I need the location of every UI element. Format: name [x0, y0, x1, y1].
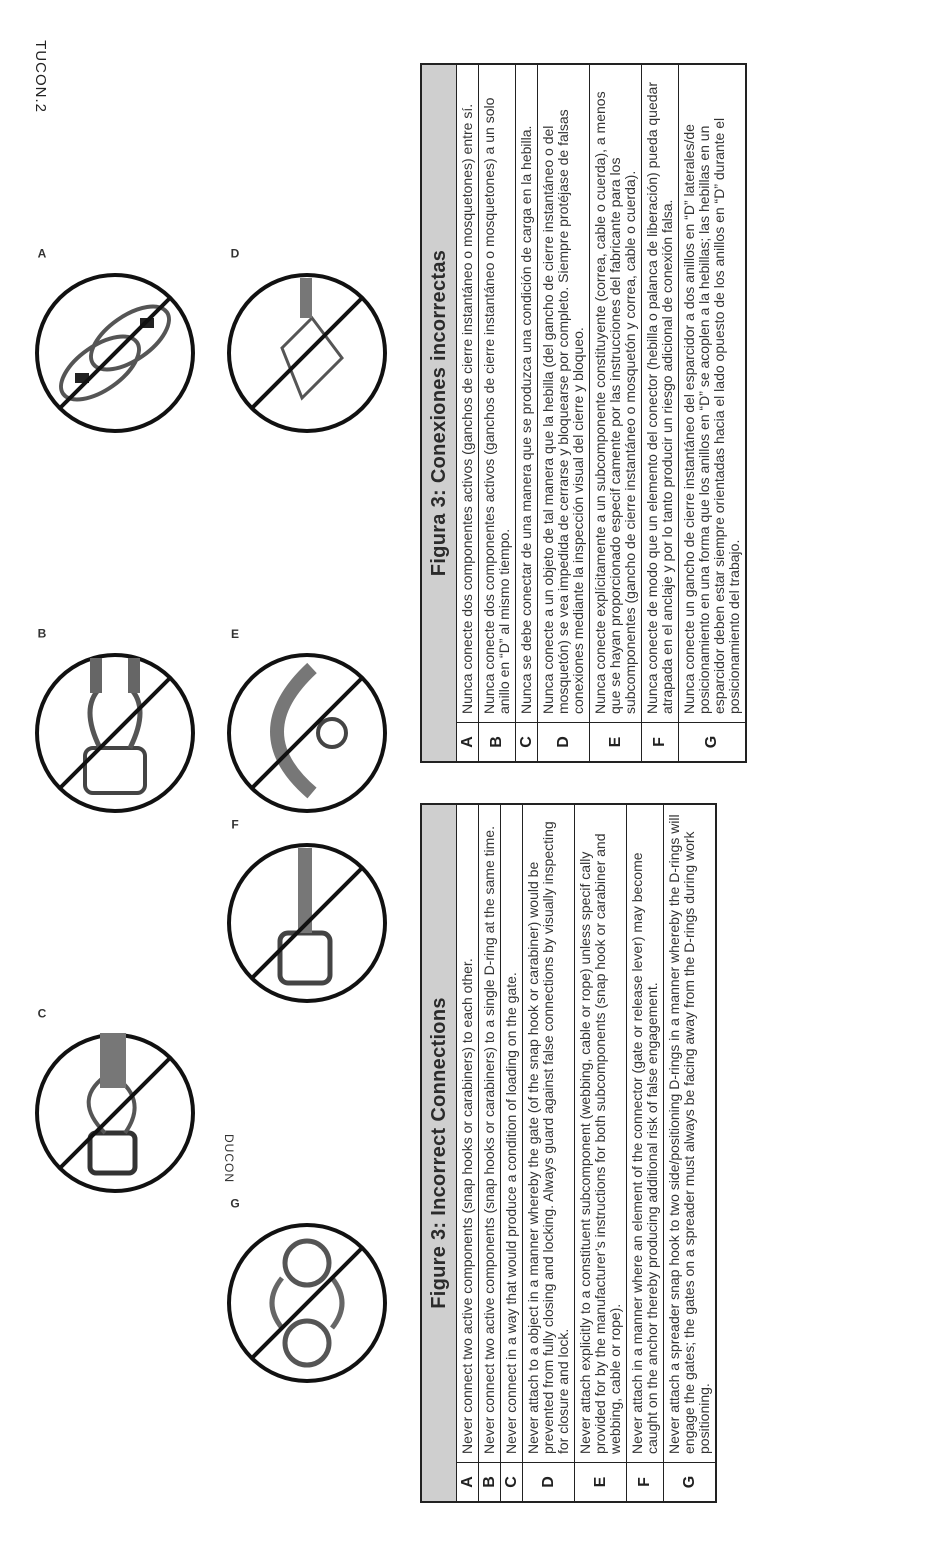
row-letter: A — [457, 722, 478, 761]
row-text: Never connect in a way that would produce a condition of loading on the gate. — [503, 972, 519, 1454]
row-text: Never attach to a object in a manner whereby the gate (of the snap hook or carabiner) would be prevented from fully closing and locking. Always guard against false connections by visually inspecting for closure and lock. — [525, 821, 571, 1454]
row-letter: B — [479, 722, 515, 761]
row-letter: F — [642, 722, 678, 761]
table-row — [478, 805, 500, 1501]
gate-loading-prohibited-icon — [30, 1028, 200, 1198]
table-row — [500, 805, 522, 1501]
table-row — [626, 805, 663, 1501]
icon-g-letter: G — [230, 1196, 240, 1211]
rope-attach-prohibited-icon — [222, 648, 392, 818]
carabiners-prohibited-icon — [30, 268, 200, 438]
english-title: Figure 3: Incorrect Connections — [420, 803, 457, 1503]
spanish-rows — [457, 63, 747, 763]
english-panel — [420, 803, 717, 1503]
row-text: Never attach a spreader snap hook to two side/positioning D-rings in a manner whereby the D-rings will engage the gates; the gates on a spreader must always be facing away from the D-rings during work positioning. — [666, 814, 712, 1454]
row-text: Never connect two active components (snap hooks or carabiners) to a single D-ring at the same time. — [481, 826, 497, 1454]
double-snaphook-prohibited-icon — [30, 648, 200, 818]
row-letter: C — [501, 1462, 522, 1501]
row-text: Nunca conecte un gancho de cierre instantáneo del esparcidor a dos anillos en “D” laterales/de posicionamiento en una forma que los anillos en “D” se acoplen a la hebillas; las hebillas en un esparcidor deben estar siempre orientadas hacia el lado opuesto de los anillos en “D” durante el posicionamiento del trabajo. — [681, 117, 742, 714]
english-rows — [457, 803, 717, 1503]
table-row — [457, 805, 478, 1501]
spanish-title: Figura 3: Conexiones incorrectas — [420, 63, 457, 763]
table-row — [641, 65, 678, 761]
table-row — [478, 65, 515, 761]
row-text: Never attach explicitly to a constituent subcomponent (webbing, cable or rope) unless specif cally provided for by the manufacturer’s instructions for both subcomponents (snap hook or carabiner and webbing, cable or rope). — [577, 833, 623, 1454]
icon-a-letter: A — [37, 246, 47, 261]
snaphook-object-prohibited-icon — [222, 268, 392, 438]
table-row — [589, 65, 641, 761]
table-row — [515, 65, 537, 761]
row-text: Nunca conecte dos componentes activos (ganchos de cierre instantáneo o mosquetones) a un solo anillo en “D” al mismo tiempo. — [481, 97, 512, 714]
row-letter: F — [627, 1462, 663, 1501]
table-row — [678, 65, 745, 761]
row-letter: E — [590, 722, 641, 761]
icon-f-letter: F — [231, 817, 239, 832]
row-letter: E — [575, 1462, 626, 1501]
figure-icons — [0, 0, 420, 1568]
figure-code: DUCON — [222, 1134, 236, 1183]
page-code: TUCON.2 — [32, 40, 49, 113]
icon-c-letter: C — [37, 1006, 47, 1021]
icon-e — [222, 648, 392, 818]
icon-b-letter: B — [37, 626, 47, 641]
icon-g — [222, 1218, 392, 1388]
table-row — [457, 65, 478, 761]
icon-a — [30, 268, 200, 438]
row-letter: D — [538, 722, 589, 761]
icon-f — [222, 838, 392, 1008]
table-row — [663, 805, 715, 1501]
table-row — [522, 805, 574, 1501]
row-text: Nunca conecte dos componentes activos (ganchos de cierre instantáneo o mosquetones) entre sí. — [459, 103, 475, 714]
table-row — [574, 805, 626, 1501]
spanish-panel — [420, 63, 747, 763]
row-letter: G — [664, 1462, 715, 1501]
row-letter: D — [523, 1462, 574, 1501]
row-text: Nunca conecte de modo que un elemento del conector (hebilla o palanca de liberación) pueda quedar atrapada en el anclaje y por lo tanto producir un riesgo adicional de conexión falsa. — [644, 82, 675, 714]
icon-d — [222, 268, 392, 438]
anchor-caught-prohibited-icon — [222, 838, 392, 1008]
row-text: Nunca conecte explícitamente a un subcomponente constituyente (correa, cable o cuerda), a menos que se hayan proporcionado especif camente por las instrucciones del fabricante para los subcomponentes (gancho de cierre instantáneo o mosquetón y correa, cable o cuerda). — [592, 91, 638, 714]
row-letter: G — [679, 722, 745, 761]
row-text: Never attach in a manner where an element of the connector (gate or release lever) may become caught on the anchor thereby producing additional risk of false engagement. — [629, 852, 660, 1454]
row-text: Never connect two active components (snap hooks or carabiners) to each other. — [459, 958, 475, 1454]
row-letter: A — [457, 1462, 478, 1501]
spreader-snaphook-prohibited-icon — [222, 1218, 392, 1388]
icon-b — [30, 648, 200, 818]
icon-d-letter: D — [230, 246, 240, 261]
row-letter: B — [479, 1462, 500, 1501]
icon-e-letter: E — [230, 626, 240, 641]
row-text: Nunca se debe conectar de una manera que se produzca una condición de carga en la hebilla. — [518, 125, 534, 714]
row-text: Nunca conecte a un objeto de tal manera que la hebilla (del gancho de cierre instantáneo o del mosquetón) se vea impedida de cerrarse y bloquearse por completo. Siempre protéjase de falsas conexiones mediante la inspección visual del cierre y bloqueo. — [540, 109, 586, 714]
icon-c — [30, 1028, 200, 1198]
row-letter: C — [516, 722, 537, 761]
table-row — [537, 65, 589, 761]
